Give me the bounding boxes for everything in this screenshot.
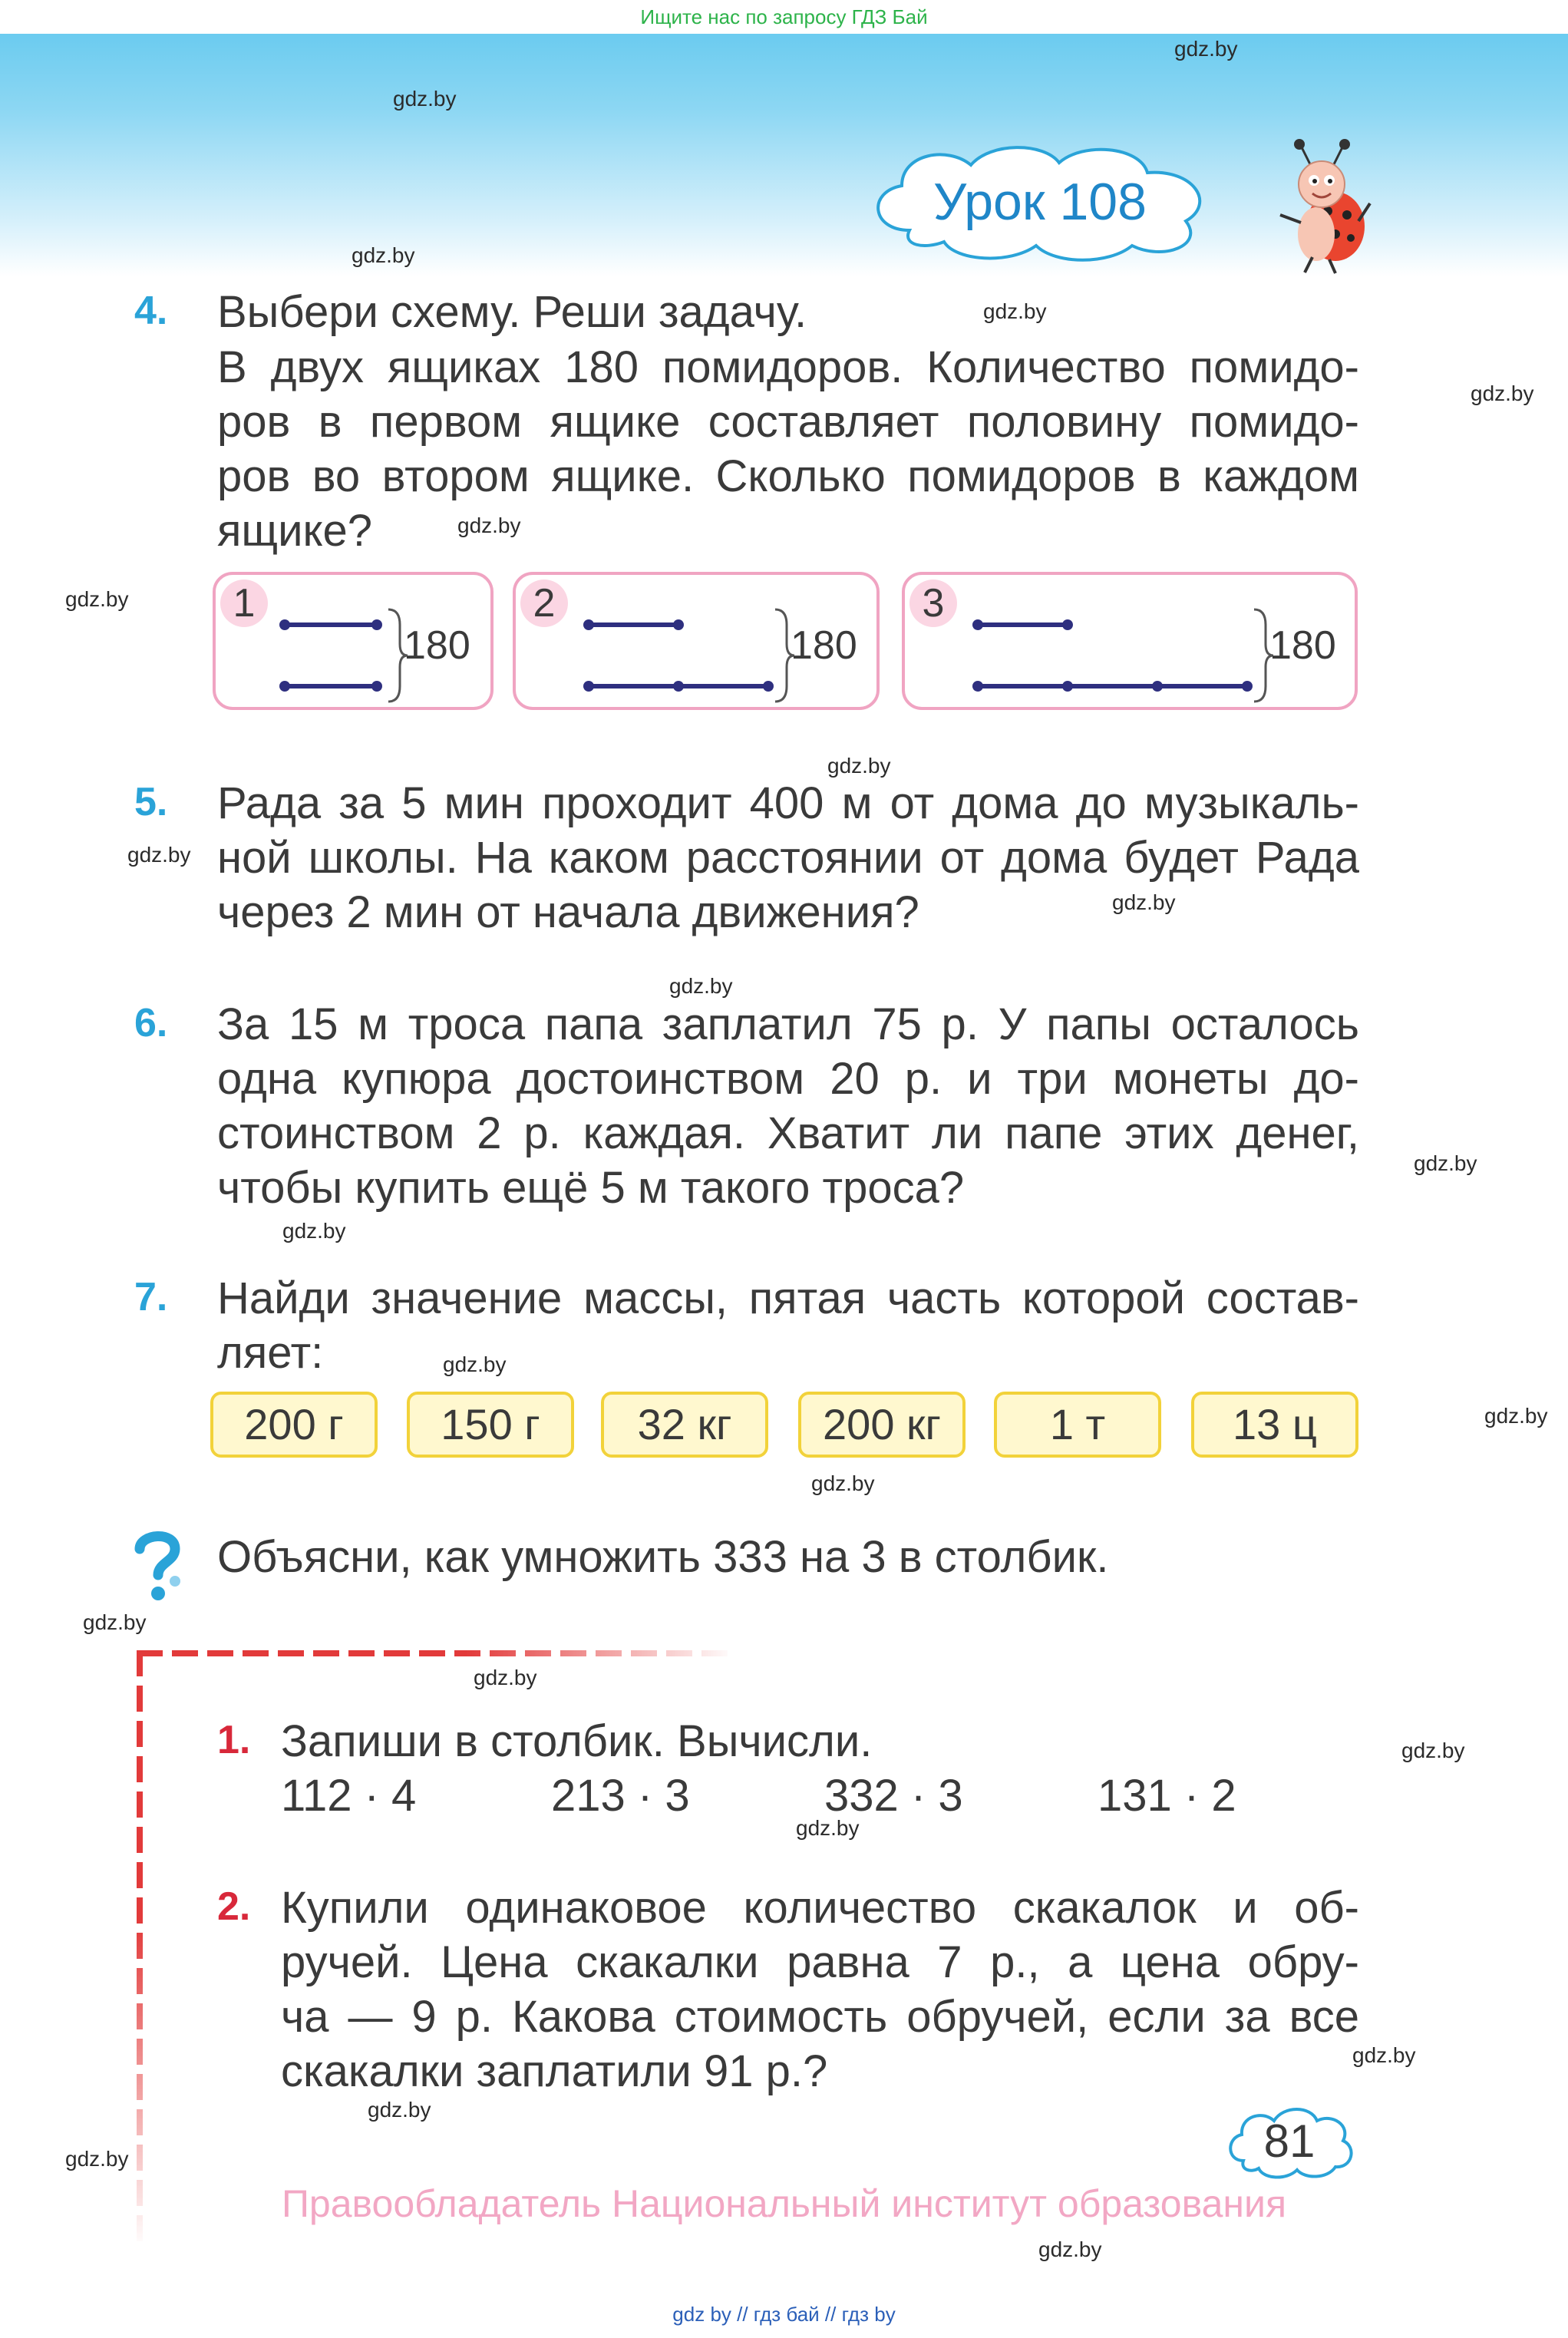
watermark: gdz.by	[65, 2147, 129, 2171]
expression: 332 · 3	[824, 1771, 963, 1821]
watermark: gdz.by	[983, 299, 1047, 323]
mass-option[interactable]: 200 г	[210, 1392, 378, 1458]
task-line: скакалки заплатили 91 р.?	[281, 2046, 828, 2096]
expression: 131 · 2	[1098, 1771, 1236, 1821]
task-line: ча — 9 р. Какова стоимость обручей, если за все	[281, 1992, 1359, 2042]
scheme-number: 2	[520, 580, 568, 627]
scheme-option-3[interactable]	[902, 572, 1358, 710]
task-line: ящике?	[217, 506, 373, 556]
watermark: gdz.by	[1471, 381, 1534, 405]
task-line: Запиши в столбик. Вычисли.	[281, 1716, 873, 1766]
scheme-number: 1	[220, 580, 268, 627]
watermark: gdz.by	[83, 1610, 147, 1634]
scheme-total: 180	[791, 623, 857, 668]
scheme-option-1[interactable]	[213, 572, 494, 710]
copyright-notice: Правообладатель Национальный институт образования	[281, 2182, 1287, 2225]
ladybug-icon	[1274, 138, 1374, 276]
watermark: gdz.by	[669, 974, 733, 998]
task-number: 1.	[217, 1718, 251, 1762]
task-number: 5.	[134, 780, 168, 824]
scheme-option-2[interactable]	[513, 572, 880, 710]
scheme-total: 180	[1269, 623, 1336, 668]
task-number: 2.	[217, 1884, 251, 1929]
task-number: 4.	[134, 289, 168, 333]
scheme-total: 180	[404, 623, 470, 668]
task-line: Выбери схему. Реши задачу.	[217, 287, 807, 337]
scheme-number: 3	[909, 580, 957, 627]
task-line: ров в первом ящике составляет половину помидо-	[217, 397, 1359, 447]
footer-links[interactable]: gdz by // гдз бай // гдз by	[672, 2303, 896, 2326]
expression: 213 · 3	[551, 1771, 690, 1821]
watermark: gdz.by	[1484, 1404, 1548, 1428]
top-banner	[0, 0, 1568, 34]
banner-text: Ищите нас по запросу ГДЗ Бай	[640, 5, 928, 28]
task-line: ручей. Цена скакалки равна 7 р., а цена обру-	[281, 1937, 1359, 1987]
watermark: gdz.by	[1414, 1151, 1477, 1175]
frame-top-border	[137, 1650, 735, 1656]
task-line: ляет:	[217, 1328, 324, 1378]
expression: 112 · 4	[281, 1771, 417, 1821]
watermark: gdz.by	[1401, 1739, 1465, 1762]
mass-option[interactable]: 32 кг	[601, 1392, 768, 1458]
watermark: gdz.by	[1352, 2043, 1416, 2067]
question-mark-icon	[130, 1527, 184, 1604]
watermark: gdz.by	[127, 843, 191, 867]
watermark: gdz.by	[457, 514, 521, 537]
task-line: ров во втором ящике. Сколько помидоров в каждом	[217, 451, 1359, 501]
task-line: За 15 м троса папа заплатил 75 р. У папы осталось	[217, 999, 1359, 1049]
watermark: gdz.by	[1112, 890, 1176, 914]
watermark: gdz.by	[65, 587, 129, 611]
watermark: gdz.by	[811, 1471, 875, 1495]
watermark: gdz.by	[368, 2098, 431, 2122]
task-line: Рада за 5 мин проходит 400 м от дома до музыкаль-	[217, 778, 1359, 828]
watermark: gdz.by	[393, 87, 457, 111]
task-number: 7.	[134, 1275, 168, 1319]
watermark: gdz.by	[1038, 2237, 1102, 2261]
watermark: gdz.by	[796, 1816, 860, 1840]
watermark: gdz.by	[474, 1666, 537, 1689]
watermark: gdz.by	[827, 754, 891, 778]
mass-option[interactable]: 150 г	[407, 1392, 574, 1458]
mass-option[interactable]: 13 ц	[1191, 1392, 1358, 1458]
watermark: gdz.by	[282, 1219, 346, 1243]
task-line: стоинством 2 р. каждая. Хватит ли папе этих денег,	[217, 1108, 1359, 1158]
frame-left-border	[137, 1650, 143, 2249]
task-line: одна купюра достоинством 20 р. и три монеты до-	[217, 1054, 1359, 1104]
mass-option[interactable]: 1 т	[994, 1392, 1161, 1458]
watermark: gdz.by	[352, 243, 415, 267]
mass-option[interactable]: 200 кг	[798, 1392, 966, 1458]
page-number: 81	[1263, 2115, 1315, 2167]
task-line: ной школы. На каком расстоянии от дома будет Рада	[217, 833, 1359, 883]
watermark: gdz.by	[1174, 37, 1238, 61]
question-text: Объясни, как умножить 333 на 3 в столбик.	[217, 1532, 1109, 1582]
lesson-title: Урок 108	[933, 173, 1147, 231]
task-line: Найди значение массы, пятая часть которой состав-	[217, 1273, 1359, 1323]
task-line: В двух ящиках 180 помидоров. Количество помидо-	[217, 342, 1359, 392]
task-line: Купили одинаковое количество скакалок и об-	[281, 1883, 1359, 1933]
watermark: gdz.by	[443, 1352, 507, 1376]
task-line: через 2 мин от начала движения?	[217, 887, 919, 937]
task-line: чтобы купить ещё 5 м такого троса?	[217, 1163, 965, 1213]
task-number: 6.	[134, 1001, 168, 1045]
